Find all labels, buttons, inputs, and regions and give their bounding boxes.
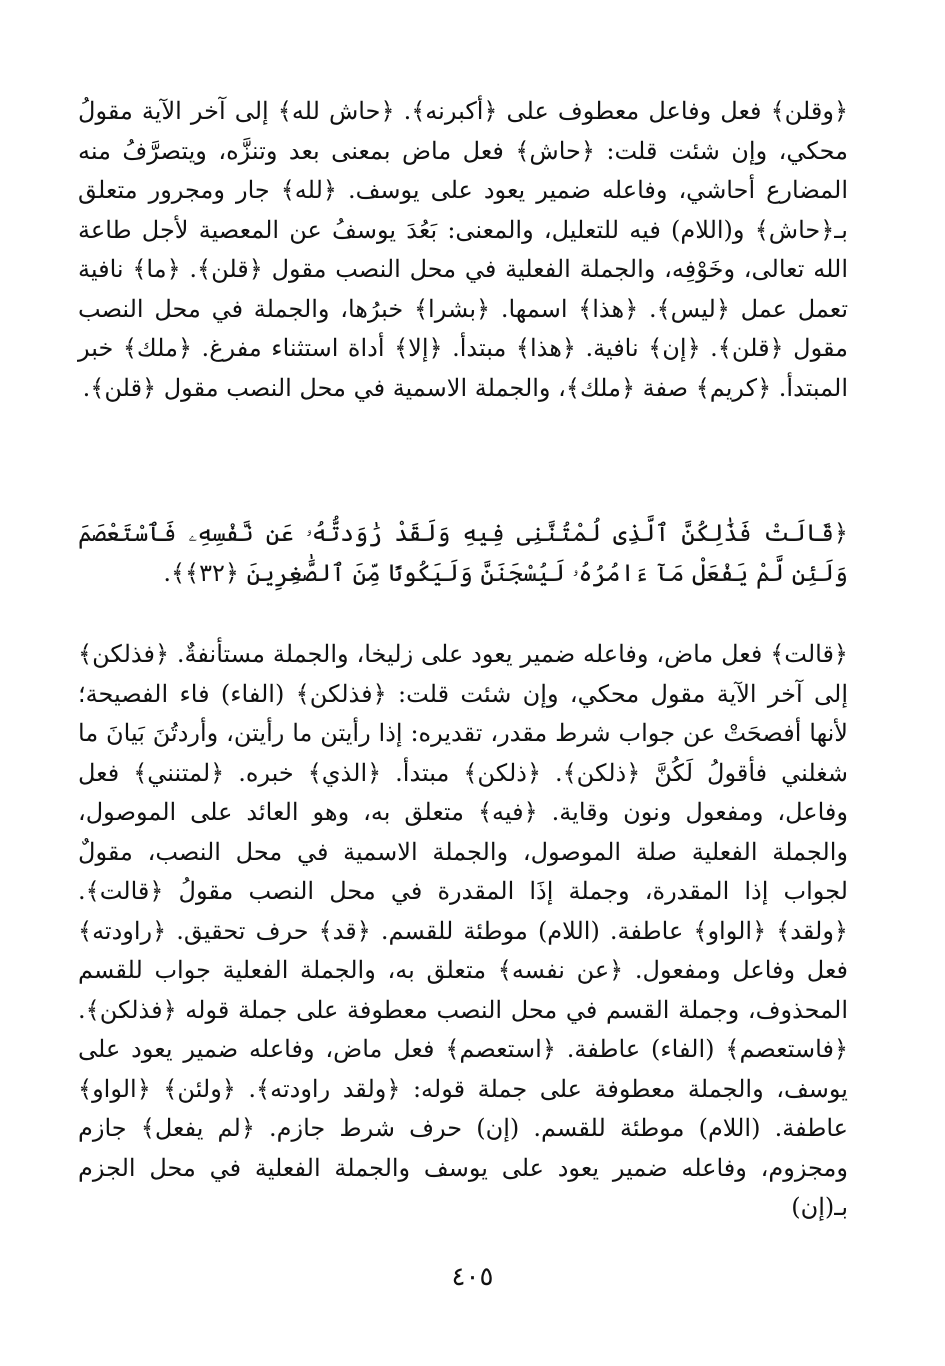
quran-verse-block bbox=[78, 514, 848, 593]
paragraph-1: ﴿وقلن﴾ فعل وفاعل معطوف على ﴿أكبرنه﴾. ﴿حاش لله﴾ إلى آخر الآية مقولُ محكي، وإن شئت قلت: ﴿حاش﴾ فعل ماض بمعنى بعد وتنزَّه، ويتصرَّفُ منه المضارع أحاشي، وفاعله ضمير يعود على يوسف. ﴿لله﴾ جار ومجرور متعلق بـ﴿حاش﴾ و(اللام) فيه للتعليل، والمعنى: بَعُدَ يوسفُ عن المعصية لأجل طاعة الله تعالى، وخَوْفِه، والجملة الفعلية في محل النصب مقول ﴿قلن﴾. ﴿ما﴾ نافية تعمل عمل ﴿ليس﴾. ﴿هذا﴾ اسمها. ﴿بشرا﴾ خبرُها، والجملة في محل النصب مقول ﴿قلن﴾. ﴿إن﴾ نافية. ﴿هذا﴾ مبتدأ. ﴿إلا﴾ أداة استثناء مفرغ. ﴿ملك﴾ خبر المبتدأ. ﴿كريم﴾ صفة ﴿ملك﴾، والجملة الاسمية في محل النصب مقول ﴿قلن﴾. bbox=[78, 97, 849, 402]
page-number: ٤٠٥ bbox=[451, 1262, 494, 1292]
quran-verse: ﴿قَالَتْ فَذَٰلِكُنَّ ٱلَّذِى لُمْتُنَّنِى فِيهِ وَلَقَدْ رَٰوَدتُّهُۥ عَن نَّفْسِهِۦ فَٱسْتَعْصَمَ وَلَئِن لَّمْ يَفْعَلْ مَآ ءَامُرُهُۥ لَيُسْجَنَنَّ وَلَيَكُونًا مِّنَ ٱلصَّٰغِرِينَ ﴿٣٢﴾﴾. bbox=[78, 519, 848, 587]
paragraph-3-block bbox=[78, 635, 848, 1228]
paragraph-3: ﴿قالت﴾ فعل ماض، وفاعله ضمير يعود على زليخا، والجملة مستأنفةٌ. ﴿فذلكن﴾ إلى آخر الآية مقول محكي، وإن شئت قلت: ﴿فذلكن﴾ (الفاء) فاء الفصيحة؛ لأنها أفصحَتْ عن جواب شرط مقدر، تقديره: إذا رأيتن ما رأيتن، وأردتُنَ بَيانَ ما شغلني فأقولُ لَكُنَّ ﴿ذلكن﴾. ﴿ذلكن﴾ مبتدأ. ﴿الذي﴾ خبره. ﴿لمتنني﴾ فعل وفاعل، ومفعول ونون وقاية. ﴿فيه﴾ متعلق به، وهو العائد على الموصول، والجملة الفعلية صلة الموصول، والجملة الاسمية في محل النصب، مقولٌ لجواب إذا المقدرة، وجملة إذَا المقدرة في محل النصب مقولُ ﴿قالت﴾. ﴿ولقد﴾ ﴿الواو﴾ عاطفة. (اللام) موطئة للقسم. ﴿قد﴾ حرف تحقيق. ﴿راودته﴾ فعل وفاعل ومفعول. ﴿عن نفسه﴾ متعلق به، والجملة الفعلية جواب للقسم المحذوف، وجملة القسم في محل النصب معطوفة على جملة قوله ﴿فذلكن﴾. ﴿فاستعصم﴾ (الفاء) عاطفة. ﴿استعصم﴾ فعل ماض، وفاعله ضمير يعود على يوسف، والجملة معطوفة على جملة قوله: ﴿ولقد راودته﴾. ﴿ولئن﴾ ﴿الواو﴾ عاطفة. (اللام) موطئة للقسم. (إن) حرف شرط جازم. ﴿لم يفعل﴾ جازم ومجزوم، وفاعله ضمير يعود على يوسف والجملة الفعلية في محل الجزم بـ(إن) bbox=[78, 640, 849, 1221]
paragraph-1-block bbox=[78, 92, 848, 408]
